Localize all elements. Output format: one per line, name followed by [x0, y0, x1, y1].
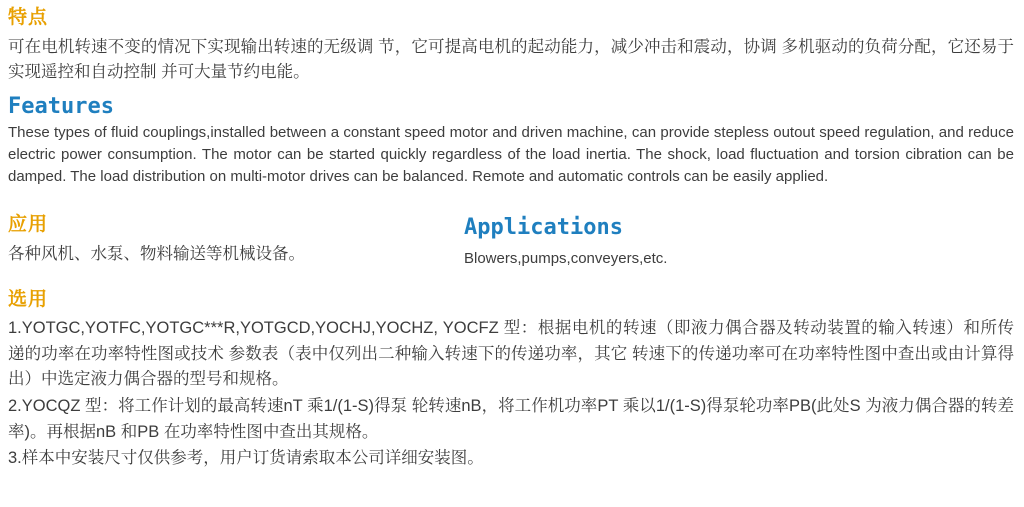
section-features-english	[8, 94, 1014, 188]
applications-english	[460, 213, 1014, 269]
applications-title-cn: 应用	[8, 214, 49, 236]
section-selection	[8, 288, 1014, 472]
applications-body-en: Blowers,pumps,conveyers,etc.	[464, 249, 668, 267]
selection-item-1: 1.YOTGC,YOTFC,YOTGC***R,YOTGCD,YOCHJ,YOCHZ, YOCFZ 型：根据电机的转速（即液力偶合器及转动装置的输入转速）和所传递的功率在功率特性图或技术 参数表（表中仅列出二种输入转速下的传递功率，其它 转速下的传递功率可在功率特性图中查出或由计算得 出）中选定液力偶合器的型号和规格。	[8, 319, 1014, 389]
features-title-cn: 特点	[8, 7, 49, 28]
features-body-en: These types of fluid couplings,installed between a constant speed motor and driven machine, can provide stepless outout speed regulation, and reduce electric power consumption. The motor can be started quickly regardless of the load inertia. The shock, load fluctuation and torsion cibration can be damped. The load distribution on multi-motor drives can be balanced. Remote and automatic controls can be easily applied.	[8, 124, 1014, 185]
section-features-chinese	[8, 6, 1014, 86]
features-title-en: Features	[8, 93, 114, 119]
section-applications	[8, 213, 1014, 269]
selection-title-cn: 选用	[8, 288, 49, 310]
selection-item-2: 2.YOCQZ 型：将工作计划的最高转速nT 乘1/(1-S)得泵 轮转速nB，将工作机功率PT 乘以1/(1-S)得泵轮功率PB(此处S 为液力偶合器的转差率)。再根据nB 和PB 在功率特性图中查出其规格。	[8, 396, 1014, 441]
selection-item-3: 3.样本中安装尺寸仅供参考，用户订货请索取本公司详细安装图。	[8, 449, 484, 468]
applications-title-en: Applications	[464, 215, 623, 241]
applications-chinese	[8, 213, 460, 267]
applications-body-cn: 各种风机、水泵、物料输送等机械设备。	[8, 245, 305, 264]
features-body-cn: 可在电机转速不变的情况下实现输出转速的无级调 节，它可提高电机的起动能力，减少冲击和震动，协调 多机驱动的负荷分配，它还易于实现遥控和自动控制 并可大量节约电能。	[8, 37, 1014, 82]
